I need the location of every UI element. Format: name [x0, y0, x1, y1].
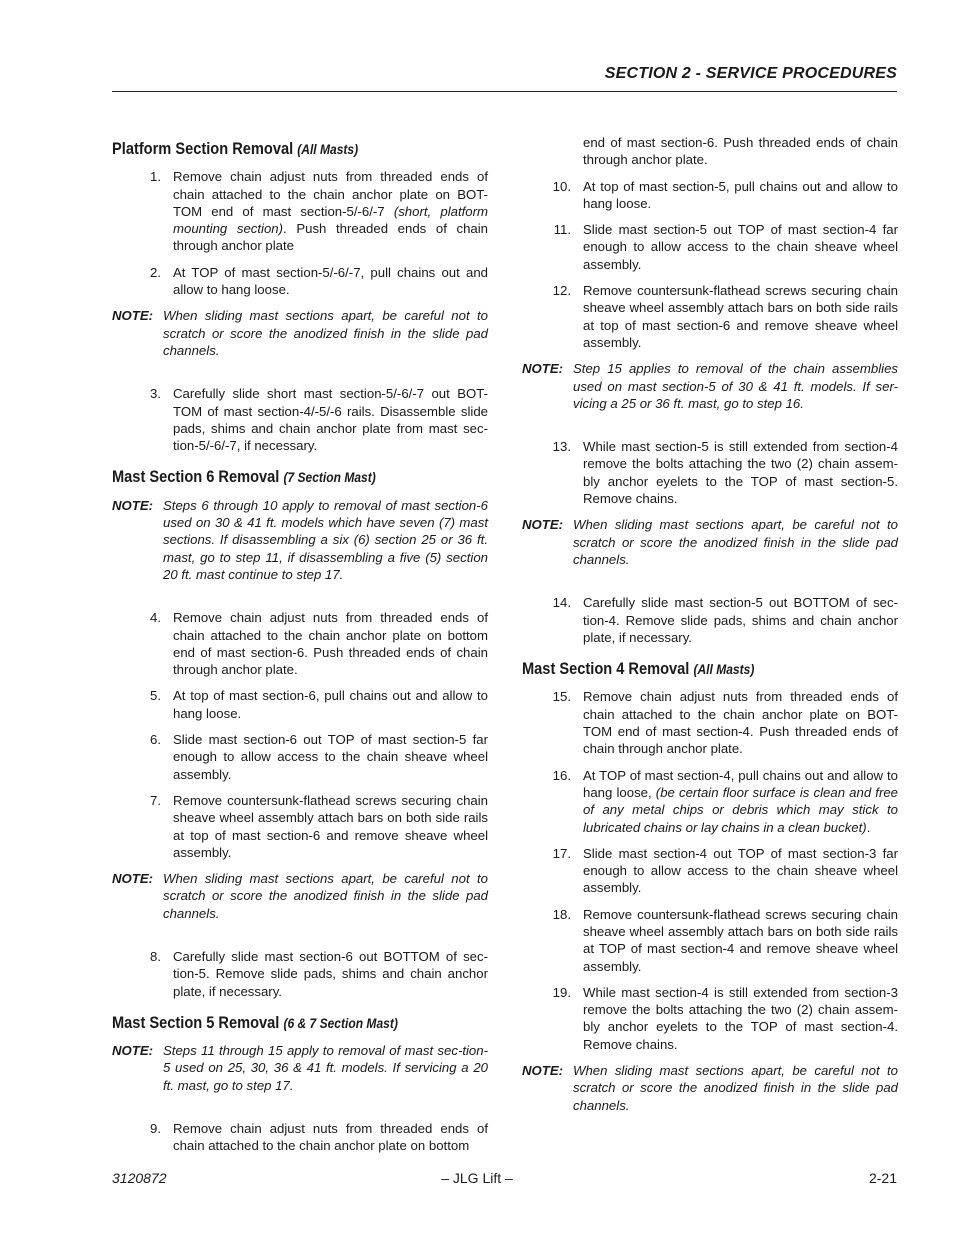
step-text: Remove countersunk-flathead screws securing chain sheave wheel assembly attach bars on both side rails at TOP of mast section-4 and remove sheave wheel assembly.	[583, 906, 898, 974]
step-7	[112, 792, 488, 861]
step-number: 19.	[552, 984, 571, 1000]
step-text: Carefully slide mast section-5 out BOTTOM of sec-tion-4. Remove slide pads, shims and chain anchor plate, if necessary.	[583, 595, 898, 645]
step-text: Slide mast section-4 out TOP of mast section-3 far enough to allow access to the chain sheave wheel assembly.	[583, 845, 898, 896]
note-label: NOTE:	[112, 871, 154, 887]
heading-platform-section-removal	[112, 140, 435, 158]
step-text: Remove countersunk-flathead screws securing chain sheave wheel assembly attach bars on both side rails at top of mast section-6 and remove sheave wheel assembly.	[173, 792, 488, 860]
step-number: 9.	[150, 1121, 161, 1137]
step-number: 3.	[150, 386, 161, 402]
note-text: Step 15 applies to removal of the chain assemblies used on mast section-5 of 30 & 41 ft. models. If ser-vicing a 25 or 36 ft. mast, go to step 16.	[573, 361, 898, 411]
heading-subtitle: (6 & 7 Section Mast)	[283, 1014, 398, 1031]
step-9-continued: end of mast section-6. Push threaded ends of chain through anchor plate.	[583, 135, 898, 168]
step-4	[112, 609, 488, 678]
step-2	[112, 264, 488, 299]
step-text-part: Remove chain adjust nuts from threaded ends of chain attached to the chain anchor plate on BOT-TOM end of mast section-5/-6/-7	[173, 169, 488, 219]
step-number: 17.	[552, 845, 571, 861]
note-text: When sliding mast sections apart, be careful not to scratch or score the anodized finish in the slide pad channels.	[573, 517, 898, 567]
heading-subtitle: (7 Section Mast)	[283, 469, 376, 486]
note-text: When sliding mast sections apart, be careful not to scratch or score the anodized finish in the slide pad channels.	[163, 871, 488, 921]
step-12	[522, 282, 898, 351]
step-number: 18.	[552, 906, 571, 922]
note-label: NOTE:	[112, 308, 154, 324]
step-6	[112, 731, 488, 783]
step-number: 15.	[552, 689, 571, 705]
note-text: When sliding mast sections apart, be careful not to scratch or score the anodized finish in the slide pad channels.	[573, 1063, 898, 1113]
step-number: 11.	[553, 222, 571, 238]
step-16	[522, 767, 898, 836]
heading-title: Platform Section Removal	[112, 139, 294, 158]
step-text: While mast section-4 is still extended from section-3 remove the bolts attaching the two (2) chain assem-bly anchor eyelets to the TOP of mast section-4. Remove chains.	[583, 984, 898, 1052]
note-text: Steps 6 through 10 apply to removal of mast section-6 used on 30 & 41 ft. models which have seven (7) mast sections. If disassembling a six (6) section 25 or 36 ft. mast, go to step 11, if disassembling a five (5) section 20 ft. mast continue to step 17.	[163, 497, 488, 582]
heading-mast-section-5-removal	[112, 1014, 435, 1032]
step-number: 16.	[552, 767, 571, 783]
step-text: Remove chain adjust nuts from threaded ends of chain attached to the chain anchor plate on bottom end of mast section-6. Push threaded ends of chain through anchor plate.	[173, 610, 488, 678]
step-text-italic: (short, platform mounting section)	[173, 203, 488, 237]
note-label: NOTE:	[522, 361, 564, 377]
note-text: Steps 11 through 15 apply to removal of mast sec-tion-5 used on 25, 30, 36 & 41 ft. models. If servicing a 20 ft. mast, go to step 17.	[163, 1043, 488, 1093]
header-divider	[112, 91, 897, 92]
right-column	[522, 134, 898, 1140]
step-10	[522, 178, 898, 213]
note-1	[112, 307, 488, 359]
note-label: NOTE:	[112, 497, 154, 513]
step-5	[112, 687, 488, 722]
step-text-part: .	[866, 819, 871, 835]
step-14	[522, 594, 898, 646]
footer-page-number: 2-21	[868, 1170, 897, 1186]
step-text: Slide mast section-6 out TOP of mast section-5 far enough to allow access to the chain sheave wheel assembly.	[173, 732, 488, 782]
step-1	[112, 168, 488, 254]
step-text: Remove chain adjust nuts from threaded ends of chain attached to the chain anchor plate on bottom	[173, 1121, 488, 1154]
note-4	[112, 1042, 488, 1094]
step-17	[522, 845, 898, 897]
step-number: 7.	[150, 792, 161, 808]
step-text: At TOP of mast section-5/-6/-7, pull chains out and allow to hang loose.	[173, 264, 488, 298]
note-text: When sliding mast sections apart, be careful not to scratch or score the anodized finish in the slide pad channels.	[163, 308, 488, 358]
heading-title: Mast Section 5 Removal	[112, 1012, 280, 1032]
step-18	[522, 906, 898, 975]
step-number: 14.	[552, 595, 571, 611]
step-text	[173, 168, 488, 254]
heading-subtitle: (All Masts)	[693, 661, 755, 678]
step-number: 10.	[552, 178, 571, 194]
note-label: NOTE:	[522, 517, 564, 533]
step-number: 4.	[150, 610, 161, 626]
note-label: NOTE:	[522, 1063, 564, 1079]
step-text: Slide mast section-5 out TOP of mast section-4 far enough to allow access to the chain sheave wheel assembly.	[583, 222, 898, 272]
step-text-part: At TOP of mast section-4, pull chains out and allow to hang loose,	[583, 767, 898, 800]
step-text: Carefully slide mast section-6 out BOTTOM of sec-tion-5. Remove slide pads, shims and chain anchor plate, if necessary.	[173, 948, 488, 999]
step-text-italic: (be certain floor surface is clean and free of any metal chips or debris which may stick to lubricated chains or lay chains in a clean bucket)	[583, 784, 899, 835]
heading-mast-section-6-removal	[112, 468, 435, 486]
step-number: 12.	[552, 283, 571, 299]
note-2	[112, 497, 488, 583]
step-9	[112, 1120, 488, 1155]
step-text: Remove countersunk-flathead screws securing chain sheave wheel assembly attach bars on both side rails at top of mast section-6 and remove sheave wheel assembly.	[583, 283, 898, 350]
footer-doc-number: 3120872	[112, 1170, 167, 1186]
step-text: While mast section-5 is still extended from section-4 remove the bolts attaching the two (2) chain assem-bly anchor eyelets to the TOP of mast section-5. Remove chains.	[583, 439, 898, 507]
step-19	[522, 984, 898, 1053]
note-3	[112, 870, 488, 922]
step-text: At top of mast section-5, pull chains out and allow to hang loose.	[583, 178, 898, 211]
step-8	[112, 948, 488, 1000]
step-number: 8.	[150, 948, 161, 964]
step-text: At top of mast section-6, pull chains out and allow to hang loose.	[173, 688, 488, 721]
step-number: 2.	[150, 264, 161, 280]
footer-brand: – JLG Lift –	[441, 1170, 513, 1186]
step-text: Remove chain adjust nuts from threaded ends of chain attached to the chain anchor plate on BOT-TOM end of mast section-4. Push threaded ends of chain through anchor plate.	[583, 689, 898, 757]
heading-title: Mast Section 4 Removal	[522, 659, 690, 679]
step-15	[522, 688, 898, 757]
note-5	[522, 360, 898, 412]
step-number: 1.	[150, 169, 161, 185]
step-3	[112, 385, 488, 454]
heading-title: Mast Section 6 Removal	[112, 467, 280, 487]
heading-subtitle: (All Masts)	[297, 141, 359, 157]
left-column	[112, 134, 488, 1164]
step-text	[583, 767, 898, 836]
section-header-title: SECTION 2 - SERVICE PROCEDURES	[604, 65, 897, 82]
step-13	[522, 438, 898, 507]
step-text-part: . Push threaded ends of chain through anchor plate	[173, 221, 488, 254]
step-number: 5.	[150, 688, 161, 704]
step-11	[522, 221, 898, 273]
step-number: 6.	[150, 732, 161, 748]
note-label: NOTE:	[112, 1043, 154, 1059]
heading-mast-section-4-removal	[522, 660, 845, 678]
step-number: 13.	[552, 439, 571, 455]
note-7	[522, 1062, 898, 1114]
note-6	[522, 516, 898, 568]
step-text: Carefully slide short mast section-5/-6/-7 out BOT-TOM of mast section-4/-5/-6 rails. Disassemble slide pads, shims and chain anchor plate from mast sec-tion-5/-6/-7, if necessary.	[173, 386, 488, 454]
